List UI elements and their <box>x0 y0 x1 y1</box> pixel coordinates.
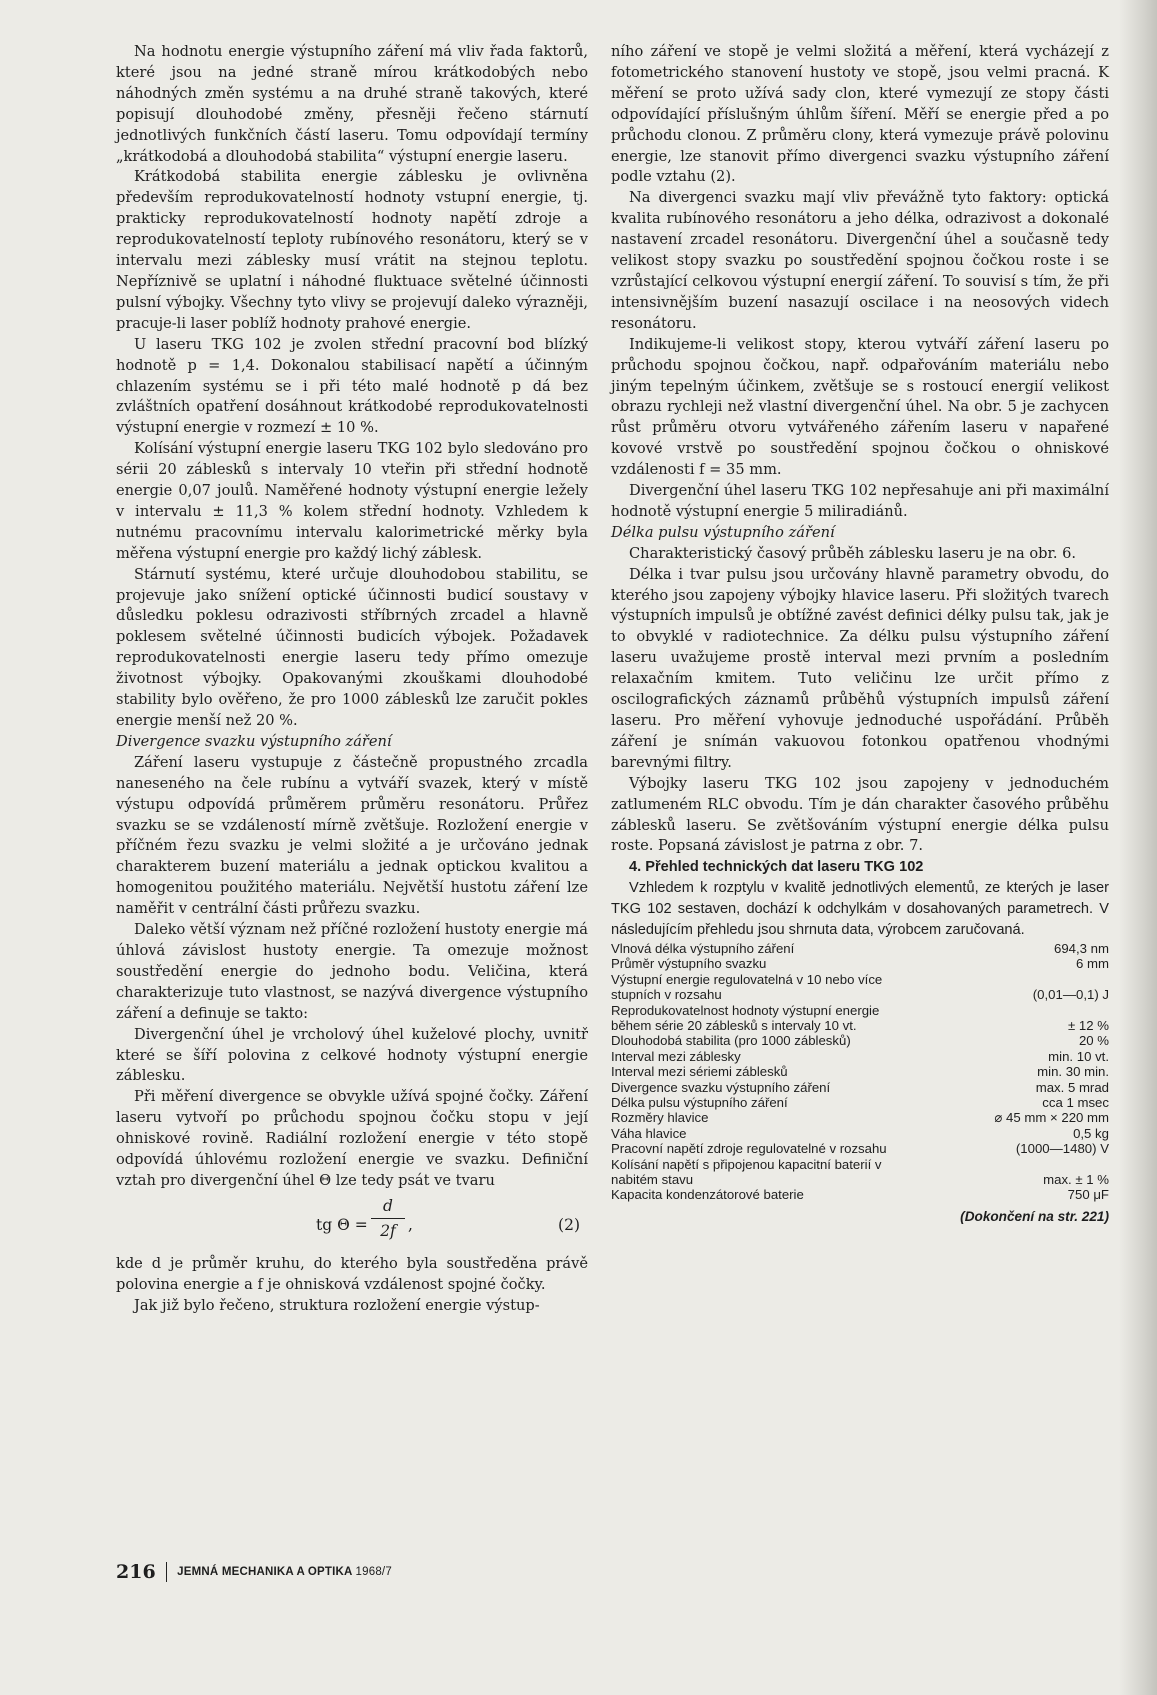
spec-row <box>611 941 1109 956</box>
spec-table <box>611 941 1109 1203</box>
spec-value: min. 30 min. <box>1037 1064 1109 1080</box>
page-number: 216 <box>116 1561 156 1583</box>
spec-label: Výstupní energie regulovatelná v 10 nebo více stupních v rozsahu <box>611 971 883 1003</box>
equation-number: (2) <box>558 1215 580 1234</box>
spec-value: min. 10 vt. <box>1048 1048 1109 1064</box>
spec-row <box>611 1110 1109 1125</box>
spec-value: (1000—1480) V <box>1015 1141 1109 1157</box>
journal-title: JEMNÁ MECHANIKA A OPTIKA <box>177 1566 353 1578</box>
journal-name <box>177 1566 392 1578</box>
spec-row <box>611 1095 1109 1110</box>
paragraph: Divergenční úhel je vrcholový úhel kuželové plochy, uvnitř které se šíří polovina z celkové hodnoty výstupní energie záblesku. <box>116 1025 588 1085</box>
paragraph: Délka i tvar pulsu jsou určovány hlavně parametry obvodu, do kterého jsou zapojeny výbojky hlavice laseru. Při složitých tvarech výstupních impulsů je obtížné zavést definici délky pulsu tak, jak je to obvyklé v radiotechnice. Za délku pulsu výstupního záření laseru uvažujeme prostě interval mezi prvním a posledním relaxačním kmitem. Tuto veličinu lze určit přímo z oscilografických záznamů průběhů výstupních impulsů záření laseru. Pro měření vyhovuje jednoduché uspořádání. Průběh záření je snímán vakuovou fotonkou opatřenou vhodnými barevnými filtry. <box>611 565 1109 771</box>
spec-row <box>611 1049 1109 1064</box>
spec-value: ± 12 % <box>1068 1018 1109 1033</box>
spec-value: 750 μF <box>1067 1187 1109 1203</box>
paragraph: Daleko větší význam než příčné rozložení hustoty energie má úhlová závislost hustoty energie. Ta omezuje možnost soustředění energie do jednoho bodu. Veličina, která charakterizuje tuto vlastnost, se nazývá divergence výstupního záření a definuje se takto: <box>116 921 588 1022</box>
spec-row <box>611 1033 1109 1048</box>
spec-label: Interval mezi záblesky <box>611 1048 741 1064</box>
paragraph: Indikujeme-li velikost stopy, kterou vytváří záření laseru po průchodu spojnou čočkou, např. odpařováním materiálu nebo jiným tepelným účinkem, zvětšuje se s rostoucí energií velikost obrazu rychleji než vlastní divergenční úhel. Na obr. 5 je zachycen růst průměru otvoru vytvářeného zářením laseru v napařené kovové vrstvě po soustředění spojnou čočkou o ohniskové vzdálenosti f = 35 mm. <box>611 335 1109 479</box>
paragraph: U laseru TKG 102 je zvolen střední pracovní bod blízký hodnotě p = 1,4. Dokonalou stabilisací napětí a účinným chlazením systému se i při této malé hodnotě p dá bez zvláštních opatření dosáhnout krátkodobé reprodukovatelnosti výstupní energie v rozmezí ± 10 %. <box>116 335 588 437</box>
fraction-bar <box>371 1218 405 1219</box>
paragraph: Divergenční úhel laseru TKG 102 nepřesahuje ani při maximální hodnotě výstupní energie 5 miliradiánů. <box>611 482 1109 520</box>
paragraph: kde d je průměr kruhu, do kterého byla soustředěna právě polovina energie a f je ohnisková vzdálenost spojné čočky. <box>116 1254 588 1293</box>
page-binding-shadow <box>1119 0 1157 1695</box>
spec-label: Interval mezi sériemi záblesků <box>611 1064 788 1080</box>
footer-divider <box>166 1562 168 1582</box>
spec-label: Kapacita kondenzátorové baterie <box>611 1187 804 1203</box>
paragraph: Výbojky laseru TKG 102 jsou zapojeny v jednoduchém zatlumeném RLC obvodu. Tím je dán charakter časového průběhu záblesků laseru. Se zvětšováním výstupní energie délka pulsu roste. Popsaná závislost je patrna z obr. 7. <box>611 774 1109 855</box>
spec-row <box>611 956 1109 971</box>
spec-row <box>611 1157 1109 1188</box>
paragraph: Při měření divergence se obvykle užívá spojné čočky. Záření laseru vytvoří po průchodu spojnou čočku stopu v její ohniskové rovině. Radiální rozložení energie v této stopě odpovídá úhlovému rozložení energie ve svazku. Definiční vztah pro divergenční úhel Θ lze tedy psát ve tvaru <box>116 1088 588 1189</box>
spec-label: Kolísání napětí s připojenou kapacitní baterií v nabitém stavu <box>611 1156 882 1188</box>
paragraph: Na divergenci svazku mají vliv převážně tyto faktory: optická kvalita rubínového resonátoru a jeho délka, odrazivost a dokonalé nastavení zrcadel resonátoru. Divergenční úhel a současně tedy velikost stopy svazku po soustředění spojnou čočkou roste i se vzrůstající celkovou výstupní energií záření. To souvisí s tím, že při intensivnějším buzení nasazují oscilace i na neosových videch resonátoru. <box>611 189 1109 332</box>
spec-row <box>611 1141 1109 1156</box>
equation-2 <box>116 1196 588 1254</box>
right-column <box>611 42 1109 1224</box>
spec-label: Průměr výstupního svazku <box>611 956 767 972</box>
spec-value: (0,01—0,1) J <box>1032 987 1109 1003</box>
page-footer <box>116 1561 392 1583</box>
paragraph: Na hodnotu energie výstupního záření má vliv řada faktorů, které jsou na jedné straně mírou krátkodobých nebo náhodných změn systému a na druhé straně takových, které popisují dlouhodobé změny, přesněji řečeno stárnutí jednotlivých funkčních částí laseru. Tomu odpovídají termíny „krátkodobá a dlouhodobá stabilita“ výstupní energie laseru. <box>116 43 588 165</box>
spec-value: 6 mm <box>1076 956 1109 972</box>
spec-value: ⌀ 45 mm × 220 mm <box>994 1110 1109 1126</box>
spec-label: Vlnová délka výstupního záření <box>611 940 795 956</box>
spec-value: max. 5 mrad <box>1035 1079 1109 1095</box>
spec-label: Dlouhodobá stabilita (pro 1000 záblesků) <box>611 1033 851 1049</box>
spec-label: Divergence svazku výstupního záření <box>611 1079 831 1095</box>
spec-value: cca 1 msec <box>1042 1095 1109 1111</box>
paragraph: Jak již bylo řečeno, struktura rozložení energie výstup- <box>134 1296 540 1314</box>
paragraph: Krátkodobá stabilita energie záblesku je ovlivněna především reprodukovatelností hodnoty vstupní energie, tj. prakticky reprodukovatelností hodnoty napětí zdroje a reprodukovatelností teploty rubínového resonátoru, který se v intervalu mezi záblesky musí vrátit na stejnou teplotu. Nepříznivě se uplatní i náhodné fluktuace světelné účinnosti pulsní výbojky. Všechny tyto vlivy se projevují daleko výrazněji, pracuje-li laser poblíž hodnoty prahové energie. <box>116 168 588 332</box>
spec-value: 20 % <box>1078 1033 1109 1049</box>
spec-row <box>611 1064 1109 1079</box>
specs-intro: Vzhledem k rozptylu v kvalitě jednotlivých elementů, ze kterých je laser TKG 102 sestaven, dochází k odchylkám v dosahovaných parametrech. V následujícím přehledu jsou shrnuta data, výrobcem zaručovaná. <box>611 880 1109 939</box>
spec-label: Reprodukovatelnost hodnoty výstupní energie během série 20 záblesků s intervaly 10 vt. <box>611 1002 880 1033</box>
paragraph: Charakteristický časový průběh záblesku laseru je na obr. 6. <box>629 544 1077 562</box>
continuation-note: (Dokončení na str. 221) <box>960 1208 1109 1224</box>
spec-label: Rozměry hlavice <box>611 1110 709 1126</box>
spec-row <box>611 1126 1109 1141</box>
equation-fraction <box>371 1196 405 1241</box>
spec-row <box>611 1187 1109 1202</box>
paragraph: Stárnutí systému, které určuje dlouhodobou stabilitu, se projevuje jako snížení optické účinnosti budicí soustavy v důsledku poklesu odrazivosti stříbrných zrcadel a hlavně poklesem světelné účinnosti budicích výbojek. Požadavek reprodukovatelnosti energie laseru tedy přímo omezuje životnost výbojky. Opakovanými zkouškami dlouhodobé stability bylo ověřeno, že pro 1000 záblesků lze zaručit pokles energie menší než 20 %. <box>116 565 588 729</box>
spec-label: Délka pulsu výstupního záření <box>611 1095 788 1111</box>
subheading-pulse-length: Délka pulsu výstupního záření <box>611 523 835 541</box>
left-column <box>116 42 588 1317</box>
equation-comma: , <box>408 1215 413 1234</box>
spec-label: Pracovní napětí zdroje regulovatelné v rozsahu <box>611 1141 887 1157</box>
subheading-divergence: Divergence svazku výstupního záření <box>116 732 392 750</box>
paragraph: Záření laseru vystupuje z částečně propustného zrcadla naneseného na čele rubínu a vytváří svazek, který v místě výstupu odpovídá průměrem průměru resonátoru. Průřez svazku se se vzdáleností mírně zvětšuje. Rozložení energie v příčném řezu svazku je velmi složité a je určováno jednak charakterem buzení materiálu a jednak optickou kvalitou a homogenitou použitého materiálu. Největší hustotu záření lze naměřit v centrální části průřezu svazku. <box>116 753 588 918</box>
spec-value: max. ± 1 % <box>1043 1172 1109 1188</box>
paragraph: Kolísání výstupní energie laseru TKG 102 bylo sledováno pro sérii 20 záblesků s intervaly 10 vteřin při střední hodnotě energie 0,07 joulů. Naměřené hodnoty výstupní energie ležely v intervalu ± 11,3 % kolem střední hodnoty. Vzhledem k nutnému pracovnímu intervalu kalorimetrické měrky byla měřena výstupní energie pro každý lichý záblesk. <box>116 440 588 562</box>
spec-value: 694,3 nm <box>1054 940 1109 956</box>
paragraph: ního záření ve stopě je velmi složitá a měření, která vycházejí z fotometrického stanovení hustoty ve stopě, jsou velmi pracná. K měření se proto užívá sady clon, které vymezují ze stopy části odpovídající příslušným úhlům šíření. Měří se energie před a po průchodu clonou. Z průměru clony, která vymezuje právě polovinu energie, lze stanovit přímo divergenci svazku výstupního záření podle vztahu (2). <box>611 43 1109 186</box>
spec-label: Váha hlavice <box>611 1125 687 1141</box>
spec-row <box>611 1080 1109 1095</box>
equation-lhs: tg Θ = <box>316 1215 368 1234</box>
spec-value: 0,5 kg <box>1073 1125 1109 1141</box>
journal-issue: 1968/7 <box>355 1566 392 1578</box>
spec-row <box>611 1003 1109 1034</box>
spec-row <box>611 972 1109 1003</box>
equation-denominator: 2f <box>380 1221 396 1240</box>
section-heading: 4. Přehled technických dat laseru TKG 102 <box>629 859 924 876</box>
equation-numerator: d <box>383 1196 393 1215</box>
